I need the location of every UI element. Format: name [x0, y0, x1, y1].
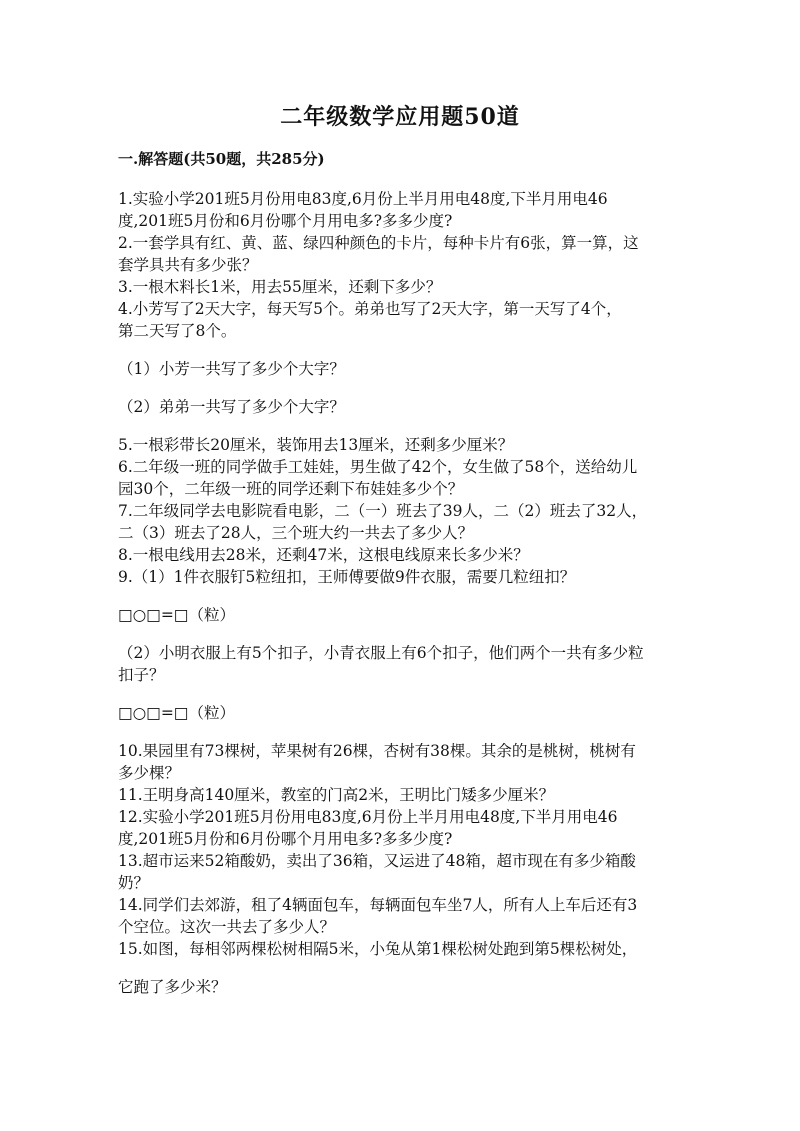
question-line: 10.果园里有73棵树，苹果树有26棵，杏树有38棵。其余的是桃树，桃树有	[118, 742, 636, 760]
question-line: 它跑了多少米？	[118, 978, 227, 996]
question-line: 3.一根木料长1米，用去55厘米，还剩下多少？	[118, 278, 442, 296]
question-line: 多少棵？	[118, 764, 181, 782]
question-line: 第二天写了8个。	[118, 322, 237, 340]
question-line: 5.一根彩带长20厘米，装饰用去13厘米，还剩多少厘米？	[118, 436, 514, 454]
page-title: 二年级数学应用题50道	[280, 104, 520, 130]
section-heading: 一.解答题(共50题，共285分)	[118, 150, 325, 168]
sub-question: （2）小明衣服上有5个扣子，小青衣服上有6个扣子，他们两个一共有多少粒	[118, 644, 644, 662]
question-line: 园30个，二年级一班的同学还剩下布娃娃多少个？	[118, 480, 464, 498]
answer-template: □○□=□（粒）	[118, 704, 235, 722]
question-line: 12.实验小学201班5月份用电83度,6月份上半月用电48度,下半月用电46	[118, 808, 618, 826]
question-line: 套学具共有多少张？	[118, 256, 258, 274]
sub-question: （1）小芳一共写了多少个大字？	[118, 360, 345, 378]
question-line: 二（3）班去了28人，三个班大约一共去了多少人？	[118, 524, 474, 542]
answer-template: □○□=□（粒）	[118, 606, 235, 624]
question-line: 7.二年级同学去电影院看电影，二（一）班去了39人，二（2）班去了32人，	[118, 502, 648, 520]
question-line: 个空位。这次一共去了多少人？	[118, 918, 336, 936]
question-line: 9.（1）1件衣服钉5粒纽扣，王师傅要做9件衣服，需要几粒纽扣？	[118, 568, 576, 586]
question-line: 度,201班5月份和6月份哪个月用电多?多多少度?	[118, 212, 453, 230]
question-line: 11.王明身高140厘米，教室的门高2米，王明比门矮多少厘米？	[118, 786, 555, 804]
question-line: 2.一套学具有红、黄、蓝、绿四种颜色的卡片，每种卡片有6张，算一算，这	[118, 234, 639, 252]
sub-question: （2）弟弟一共写了多少个大字？	[118, 398, 345, 416]
sub-question: 扣子？	[118, 666, 165, 684]
question-line: 奶？	[118, 874, 150, 892]
question-line: 4.小芳写了2天大字，每天写5个。弟弟也写了2天大字，第一天写了4个，	[118, 300, 622, 318]
question-line: 8.一根电线用去28米，还剩47米，这根电线原来长多少米？	[118, 546, 529, 564]
question-line: 1.实验小学201班5月份用电83度,6月份上半月用电48度,下半月用电46	[118, 190, 608, 208]
question-line: 15.如图，每相邻两棵松树相隔5米，小兔从第1棵松树处跑到第5棵松树处，	[118, 940, 638, 958]
question-line: 6.二年级一班的同学做手工娃娃，男生做了42个，女生做了58个，送给幼儿	[118, 458, 638, 476]
question-line: 13.超市运来52箱酸奶，卖出了36箱，又运进了48箱，超市现在有多少箱酸	[118, 852, 636, 870]
question-line: 度,201班5月份和6月份哪个月用电多?多多少度?	[118, 830, 453, 848]
question-line: 14.同学们去郊游，租了4辆面包车，每辆面包车坐7人，所有人上车后还有3	[118, 896, 638, 914]
